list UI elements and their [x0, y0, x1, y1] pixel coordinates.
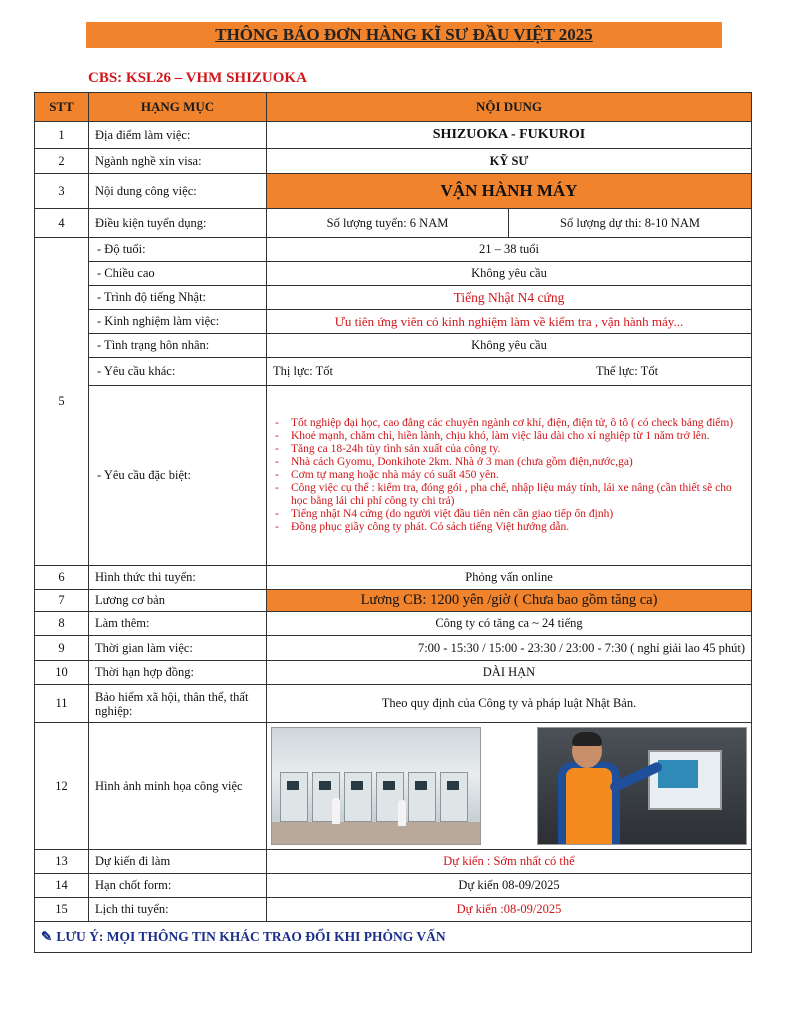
- factory-photo: [271, 727, 481, 845]
- header-stt: STT: [35, 93, 89, 122]
- row-label: Điều kiện tuyển dụng:: [89, 209, 267, 238]
- job-photos: [267, 723, 752, 850]
- row-label: Hạn chốt form:: [89, 874, 267, 898]
- note-text: LƯU Ý: MỌI THÔNG TIN KHÁC TRAO ĐỔI KHI PHỎNG VẤN: [56, 929, 446, 944]
- row-label: Bảo hiểm xã hội, thân thể, thất nghiệp:: [89, 685, 267, 723]
- list-item: - Nhà cách Gyomu, Donkihote 2km. Nhà ở 3 man (chưa gồm điện,nước,ga): [281, 456, 747, 469]
- row-number: 9: [35, 636, 89, 661]
- table-row: [35, 174, 752, 209]
- row-number: 13: [35, 850, 89, 874]
- table-row: [35, 386, 752, 566]
- row-number: 10: [35, 661, 89, 685]
- row-label: Thời gian làm việc:: [89, 636, 267, 661]
- table-row: [35, 685, 752, 723]
- table-row: [35, 636, 752, 661]
- note: [35, 922, 752, 953]
- age-range: 21 – 38 tuổi: [267, 238, 752, 262]
- exam-schedule: Dự kiến :08-09/2025: [267, 898, 752, 922]
- table-row: [35, 874, 752, 898]
- list-item: - Tiếng nhật N4 cứng (do người việt đầu tiên nên cần giao tiếp ổn định): [281, 508, 747, 521]
- table-row: [35, 286, 752, 310]
- row-label: - Yêu cầu đặc biệt:: [89, 386, 267, 566]
- table-row: [35, 661, 752, 685]
- fitness-requirement: Thể lực: Tốt: [595, 364, 659, 378]
- header-content: NỘI DUNG: [267, 93, 752, 122]
- table-row: [35, 898, 752, 922]
- work-hours: 7:00 - 15:30 / 15:00 - 23:30 / 23:00 - 7:30 ( nghỉ giải lao 45 phút): [267, 636, 752, 661]
- list-item: - Đồng phục giầy công ty phát. Có sách tiếng Việt hướng dẫn.: [281, 521, 747, 534]
- row-label: - Trình độ tiếng Nhật:: [89, 286, 267, 310]
- table-row: [35, 358, 752, 386]
- row-label: Dự kiến đi làm: [89, 850, 267, 874]
- row-number: 7: [35, 590, 89, 612]
- list-item: - Cơm tự mang hoặc nhà máy có suất 450 yên.: [281, 469, 747, 482]
- row-number: 14: [35, 874, 89, 898]
- table-row: [35, 850, 752, 874]
- row-number: 15: [35, 898, 89, 922]
- table-row: [35, 922, 752, 953]
- table-row: [35, 723, 752, 850]
- header-category: HẠNG MỤC: [89, 93, 267, 122]
- experience-requirement: Ưu tiên ứng viên có kinh nghiệm làm về kiểm tra , vận hành máy...: [267, 310, 752, 334]
- row-number: 11: [35, 685, 89, 723]
- start-date: Dự kiến : Sớm nhất có thể: [267, 850, 752, 874]
- other-requirements: [267, 358, 752, 386]
- form-deadline: Dự kiến 08-09/2025: [267, 874, 752, 898]
- row-number: 1: [35, 122, 89, 149]
- table-header: [35, 93, 752, 122]
- job-content: VẬN HÀNH MÁY: [267, 174, 752, 209]
- table-row: [35, 238, 752, 262]
- eyesight-requirement: Thị lực: Tốt: [273, 364, 334, 378]
- row-label: - Tình trạng hôn nhân:: [89, 334, 267, 358]
- special-requirements: [267, 386, 752, 566]
- row-label: Nội dung công việc:: [89, 174, 267, 209]
- page-title: THÔNG BÁO ĐƠN HÀNG KĨ SƯ ĐẦU VIỆT 2025: [86, 22, 722, 48]
- row-label: Thời hạn hợp đồng:: [89, 661, 267, 685]
- table-row: [35, 122, 752, 149]
- list-item: - Công việc cụ thể : kiểm tra, đóng gói , pha chế, nhập liệu máy tính, lái xe nâng (cần thiết sẽ cho học bằng lái chi phí công ty chi trả): [281, 482, 747, 508]
- overtime: Công ty có tăng ca ~ 24 tiếng: [267, 612, 752, 636]
- visa-type: KỸ SƯ: [267, 149, 752, 174]
- exam-format: Phỏng vấn online: [267, 566, 752, 590]
- exam-count: Số lượng dự thi: 8-10 NAM: [509, 209, 752, 238]
- pencil-icon: ✎: [41, 929, 53, 944]
- table-row: [35, 310, 752, 334]
- table-row: [35, 209, 752, 238]
- table-row: [35, 590, 752, 612]
- row-number: 12: [35, 723, 89, 850]
- table-row: [35, 612, 752, 636]
- height-requirement: Không yêu cầu: [267, 262, 752, 286]
- special-requirements-list: [267, 415, 751, 536]
- row-number: 6: [35, 566, 89, 590]
- list-item: - Tăng ca 18-24h tùy tình sản xuất của công ty.: [281, 443, 747, 456]
- japanese-level: Tiếng Nhật N4 cứng: [267, 286, 752, 310]
- table-row: [35, 334, 752, 358]
- row-number: 3: [35, 174, 89, 209]
- list-item: - Tốt nghiệp đại học, cao đẳng các chuyên ngành cơ khí, điện, điện tử, ô tô ( có check bảng điểm): [281, 417, 747, 430]
- base-salary: Lương CB: 1200 yên /giờ ( Chưa bao gồm tăng ca): [267, 590, 752, 612]
- recruit-count: Số lượng tuyển: 6 NAM: [267, 209, 509, 238]
- table-row: [35, 149, 752, 174]
- operator-photo: [537, 727, 747, 845]
- row-label: Lương cơ bản: [89, 590, 267, 612]
- row-label: - Độ tuổi:: [89, 238, 267, 262]
- row-label: - Kinh nghiệm làm việc:: [89, 310, 267, 334]
- row-label: Hình thức thi tuyển:: [89, 566, 267, 590]
- row-label: Làm thêm:: [89, 612, 267, 636]
- list-item: - Khoẻ mạnh, chăm chỉ, hiền lành, chịu khó, làm việc lâu dài cho xí nghiệp từ 1 năm trở lên.: [281, 430, 747, 443]
- row-label: - Yêu cầu khác:: [89, 358, 267, 386]
- row-number: 5: [35, 238, 89, 566]
- job-table: [34, 92, 752, 953]
- cbs-code: CBS: KSL26 – VHM SHIZUOKA: [88, 70, 307, 86]
- table-row: [35, 566, 752, 590]
- row-label: Ngành nghề xin visa:: [89, 149, 267, 174]
- table-row: [35, 262, 752, 286]
- row-number: 8: [35, 612, 89, 636]
- row-label: - Chiều cao: [89, 262, 267, 286]
- row-number: 4: [35, 209, 89, 238]
- work-location: SHIZUOKA - FUKUROI: [267, 122, 752, 149]
- row-label: Địa điểm làm việc:: [89, 122, 267, 149]
- row-label: Lịch thi tuyển:: [89, 898, 267, 922]
- insurance: Theo quy định của Công ty và pháp luật Nhật Bản.: [267, 685, 752, 723]
- row-label: Hình ảnh minh họa công việc: [89, 723, 267, 850]
- row-number: 2: [35, 149, 89, 174]
- contract-term: DÀI HẠN: [267, 661, 752, 685]
- marital-status: Không yêu cầu: [267, 334, 752, 358]
